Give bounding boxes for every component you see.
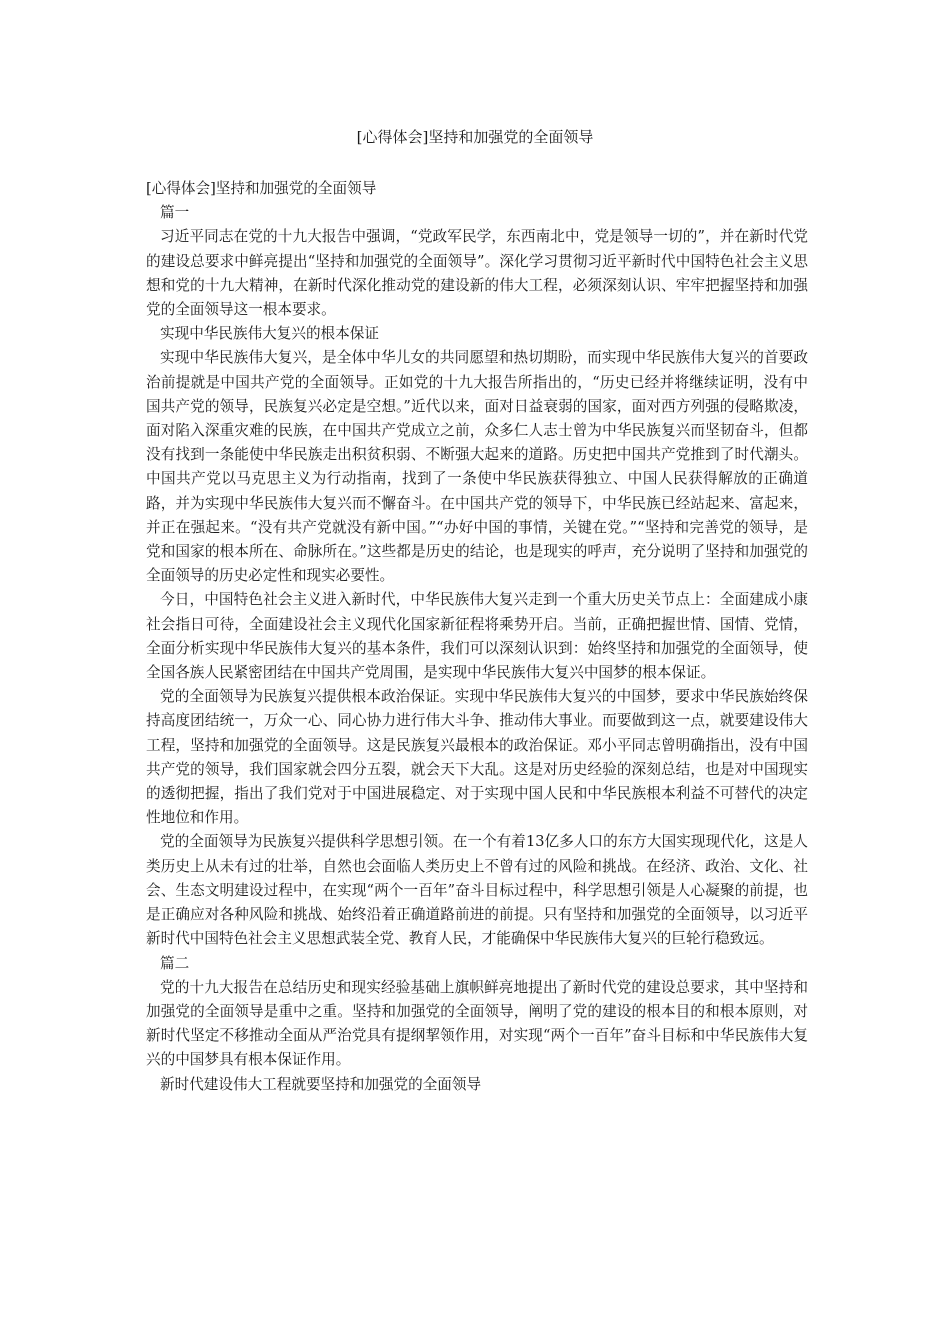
document-subtitle: [心得体会]坚持和加强党的全面领导: [146, 180, 377, 197]
paragraph: 实现中华民族伟大复兴，是全体中华儿女的共同愿望和热切期盼，而实现中华民族伟大复兴的首要政治前提就是中国共产党的全面领导。正如党的十九大报告所指出的，“历史已经并将继续证明，没有中国共产党的领导，民族复兴必定是空想。”近代以来，面对日益衰弱的国家，面对西方列强的侵略欺凌，面对陷入深重灾难的民族，在中国共产党成立之前，众多仁人志士曾为中华民族复兴而坚韧奋斗，但都没有找到一条能使中华民族走出积贫积弱、不断强大起来的道路。历史把中国共产党推到了时代潮头。中国共产党以马克思主义为行动指南，找到了一条使中华民族获得独立、中国人民获得解放的正确道路，并为实现中华民族伟大复兴而不懈奋斗。在中国共产党的领导下，中华民族已经站起来、富起来，并正在强起来。“没有共产党就没有新中国。”“办好中国的事情，关键在党。”“坚持和完善党的领导，是党和国家的根本所在、命脉所在。”这些都是历史的结论，也是现实的呼声，充分说明了坚持和加强党的全面领导的历史必定性和现实必要性。: [146, 349, 808, 585]
paragraph: 习近平同志在党的十九大报告中强调，“党政军民学，东西南北中，党是领导一切的”，并在新时代党的建设总要求中鲜亮提出“坚持和加强党的全面领导”。深化学习贯彻习近平新时代中国特色社会主义思想和党的十九大精神，在新时代深化推动党的建设新的伟大工程，必须深刻认识、牢牢把握坚持和加强党的全面领导这一根本要求。: [146, 228, 808, 319]
paragraph: 今日，中国特色社会主义进入新时代，中华民族伟大复兴走到一个重大历史关节点上：全面建成小康社会指日可待，全面建设社会主义现代化国家新征程将乘势开启。当前，正确把握世情、国情、党情，全面分析实现中华民族伟大复兴的基本条件，我们可以深刻认识到：始终坚持和加强党的全面领导，使全国各族人民紧密团结在中国共产党周围，是实现中华民族伟大复兴中国梦的根本保证。: [146, 591, 808, 682]
document-title: [心得体会]坚持和加强党的全面领导: [356, 128, 594, 146]
document-body: [146, 177, 808, 1097]
paragraph: 党的十九大报告在总结历史和现实经验基础上旗帜鲜亮地提出了新时代党的建设总要求，其中坚持和加强党的全面领导是重中之重。坚持和加强党的全面领导，阐明了党的建设的根本目的和根本原则，对新时代坚定不移推动全面从严治党具有提纲挈领作用，对实现“两个一百年”奋斗目标和中华民族伟大复兴的中国梦具有根本保证作用。: [146, 978, 808, 1069]
paragraph: 党的全面领导为民族复兴提供根本政治保证。实现中华民族伟大复兴的中国梦，要求中华民族始终保持高度团结统一，万众一心、同心协力进行伟大斗争、推动伟大事业。而要做到这一点，就要建设伟大工程，坚持和加强党的全面领导。这是民族复兴最根本的政治保证。邓小平同志曾明确指出，没有中国共产党的领导，我们国家就会四分五裂，就会天下大乱。这是对历史经验的深刻总结，也是对中国现实的透彻把握，指出了我们党对于中国进展稳定、对于实现中国人民和中华民族根本利益不可替代的决定性地位和作用。: [146, 688, 808, 827]
section-heading: 实现中华民族伟大复兴的根本保证: [160, 325, 379, 343]
paragraph: 党的全面领导为民族复兴提供科学思想引领。在一个有着13亿多人口的东方大国实现现代化，这是人类历史上从未有过的壮举，自然也会面临人类历史上不曾有过的风险和挑战。在经济、政治、文化、社会、生态文明建设过程中，在实现“两个一百年”奋斗目标过程中，科学思想引领是人心凝聚的前提，也是正确应对各种风险和挑战、始终沿着正确道路前进的前提。只有坚持和加强党的全面领导，以习近平新时代中国特色社会主义思想武装全党、教育人民，才能确保中华民族伟大复兴的巨轮行稳致远。: [146, 833, 808, 948]
section-label-part2: 篇二: [160, 954, 190, 972]
section-label-part1: 篇一: [160, 204, 190, 222]
section-heading: 新时代建设伟大工程就要坚持和加强党的全面领导: [160, 1075, 482, 1093]
